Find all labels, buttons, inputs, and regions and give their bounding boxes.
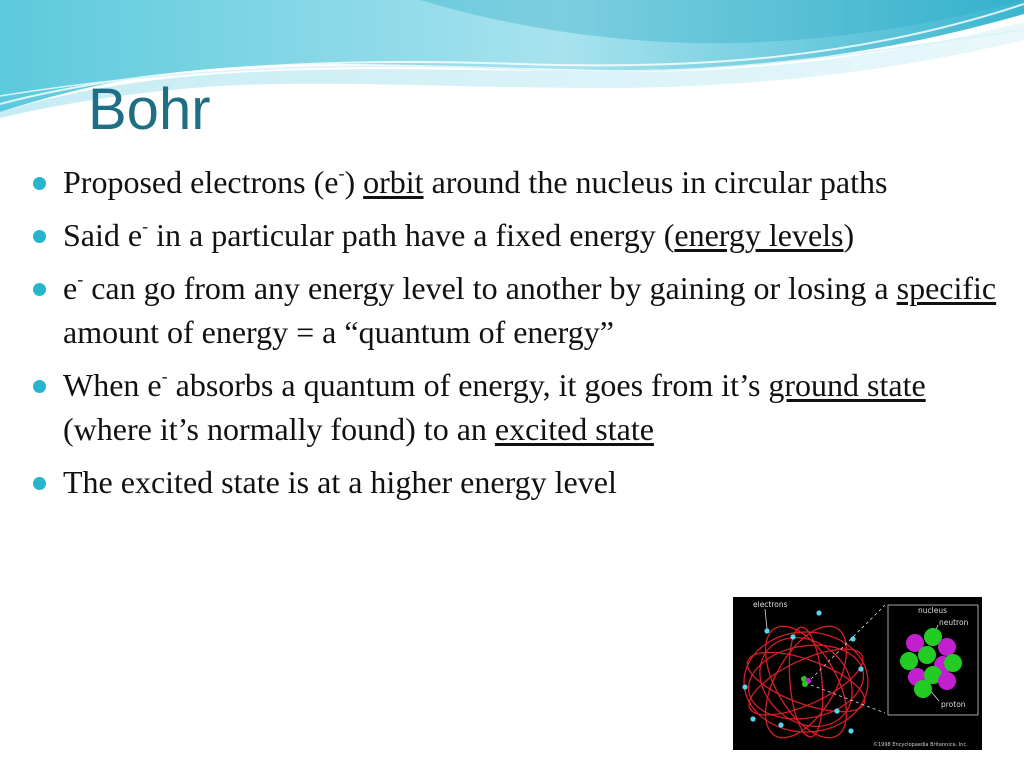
neutron-label: neutron bbox=[939, 618, 969, 627]
nucleus-small bbox=[801, 676, 811, 687]
bullet-text: Said e bbox=[63, 217, 143, 253]
bullet-icon bbox=[33, 380, 46, 393]
bullet-text: around the nucleus in circular paths bbox=[423, 164, 888, 200]
bullet-text: e bbox=[63, 270, 78, 306]
bullet-text: (where it’s normally found) to an bbox=[63, 411, 495, 447]
bullet-text: in a particular path have a fixed energy ( bbox=[148, 217, 675, 253]
bullet-icon bbox=[33, 477, 46, 490]
bullet-text: Proposed electrons (e bbox=[63, 164, 339, 200]
bullet-item bbox=[30, 363, 1010, 451]
bullet-item bbox=[30, 460, 1010, 504]
bullet-text: ) bbox=[344, 164, 364, 200]
bullet-item bbox=[30, 213, 1010, 257]
bullet-text: The excited state is at a higher energy level bbox=[63, 464, 617, 500]
bullet-icon bbox=[33, 177, 46, 190]
bullet-item bbox=[30, 266, 1010, 354]
slide-title: Bohr bbox=[88, 77, 211, 142]
superscript: - bbox=[77, 269, 84, 289]
superscript: - bbox=[161, 366, 168, 386]
bullet-text: ) bbox=[843, 217, 855, 253]
bullet-text: can go from any energy level to another by gaining or losing a bbox=[83, 270, 897, 306]
underlined-term: energy levels bbox=[674, 217, 844, 253]
copyright-notice: ©1998 Encyclopaedia Britannica, Inc. bbox=[873, 742, 968, 748]
atom-diagram bbox=[733, 597, 982, 750]
superscript: - bbox=[142, 216, 149, 236]
superscript: - bbox=[338, 163, 345, 183]
atom-diagram-svg bbox=[733, 597, 982, 750]
bullet-text: absorbs a quantum of energy, it goes from it’s bbox=[167, 367, 769, 403]
bullet-text: When e bbox=[63, 367, 162, 403]
nucleus-large bbox=[900, 628, 962, 698]
bullet-icon bbox=[33, 283, 46, 296]
underlined-term: specific bbox=[896, 270, 997, 306]
electrons-label: electrons bbox=[753, 600, 788, 609]
nucleus-label: nucleus bbox=[918, 606, 947, 615]
bullet-item bbox=[30, 160, 1010, 204]
underlined-term: ground state bbox=[768, 367, 926, 403]
proton-label: proton bbox=[941, 700, 966, 709]
underlined-term: orbit bbox=[363, 164, 424, 200]
bullet-list bbox=[30, 160, 1010, 513]
bullet-text: amount of energy = a “quantum of energy” bbox=[63, 314, 614, 350]
bullet-icon bbox=[33, 230, 46, 243]
underlined-term: excited state bbox=[494, 411, 654, 447]
